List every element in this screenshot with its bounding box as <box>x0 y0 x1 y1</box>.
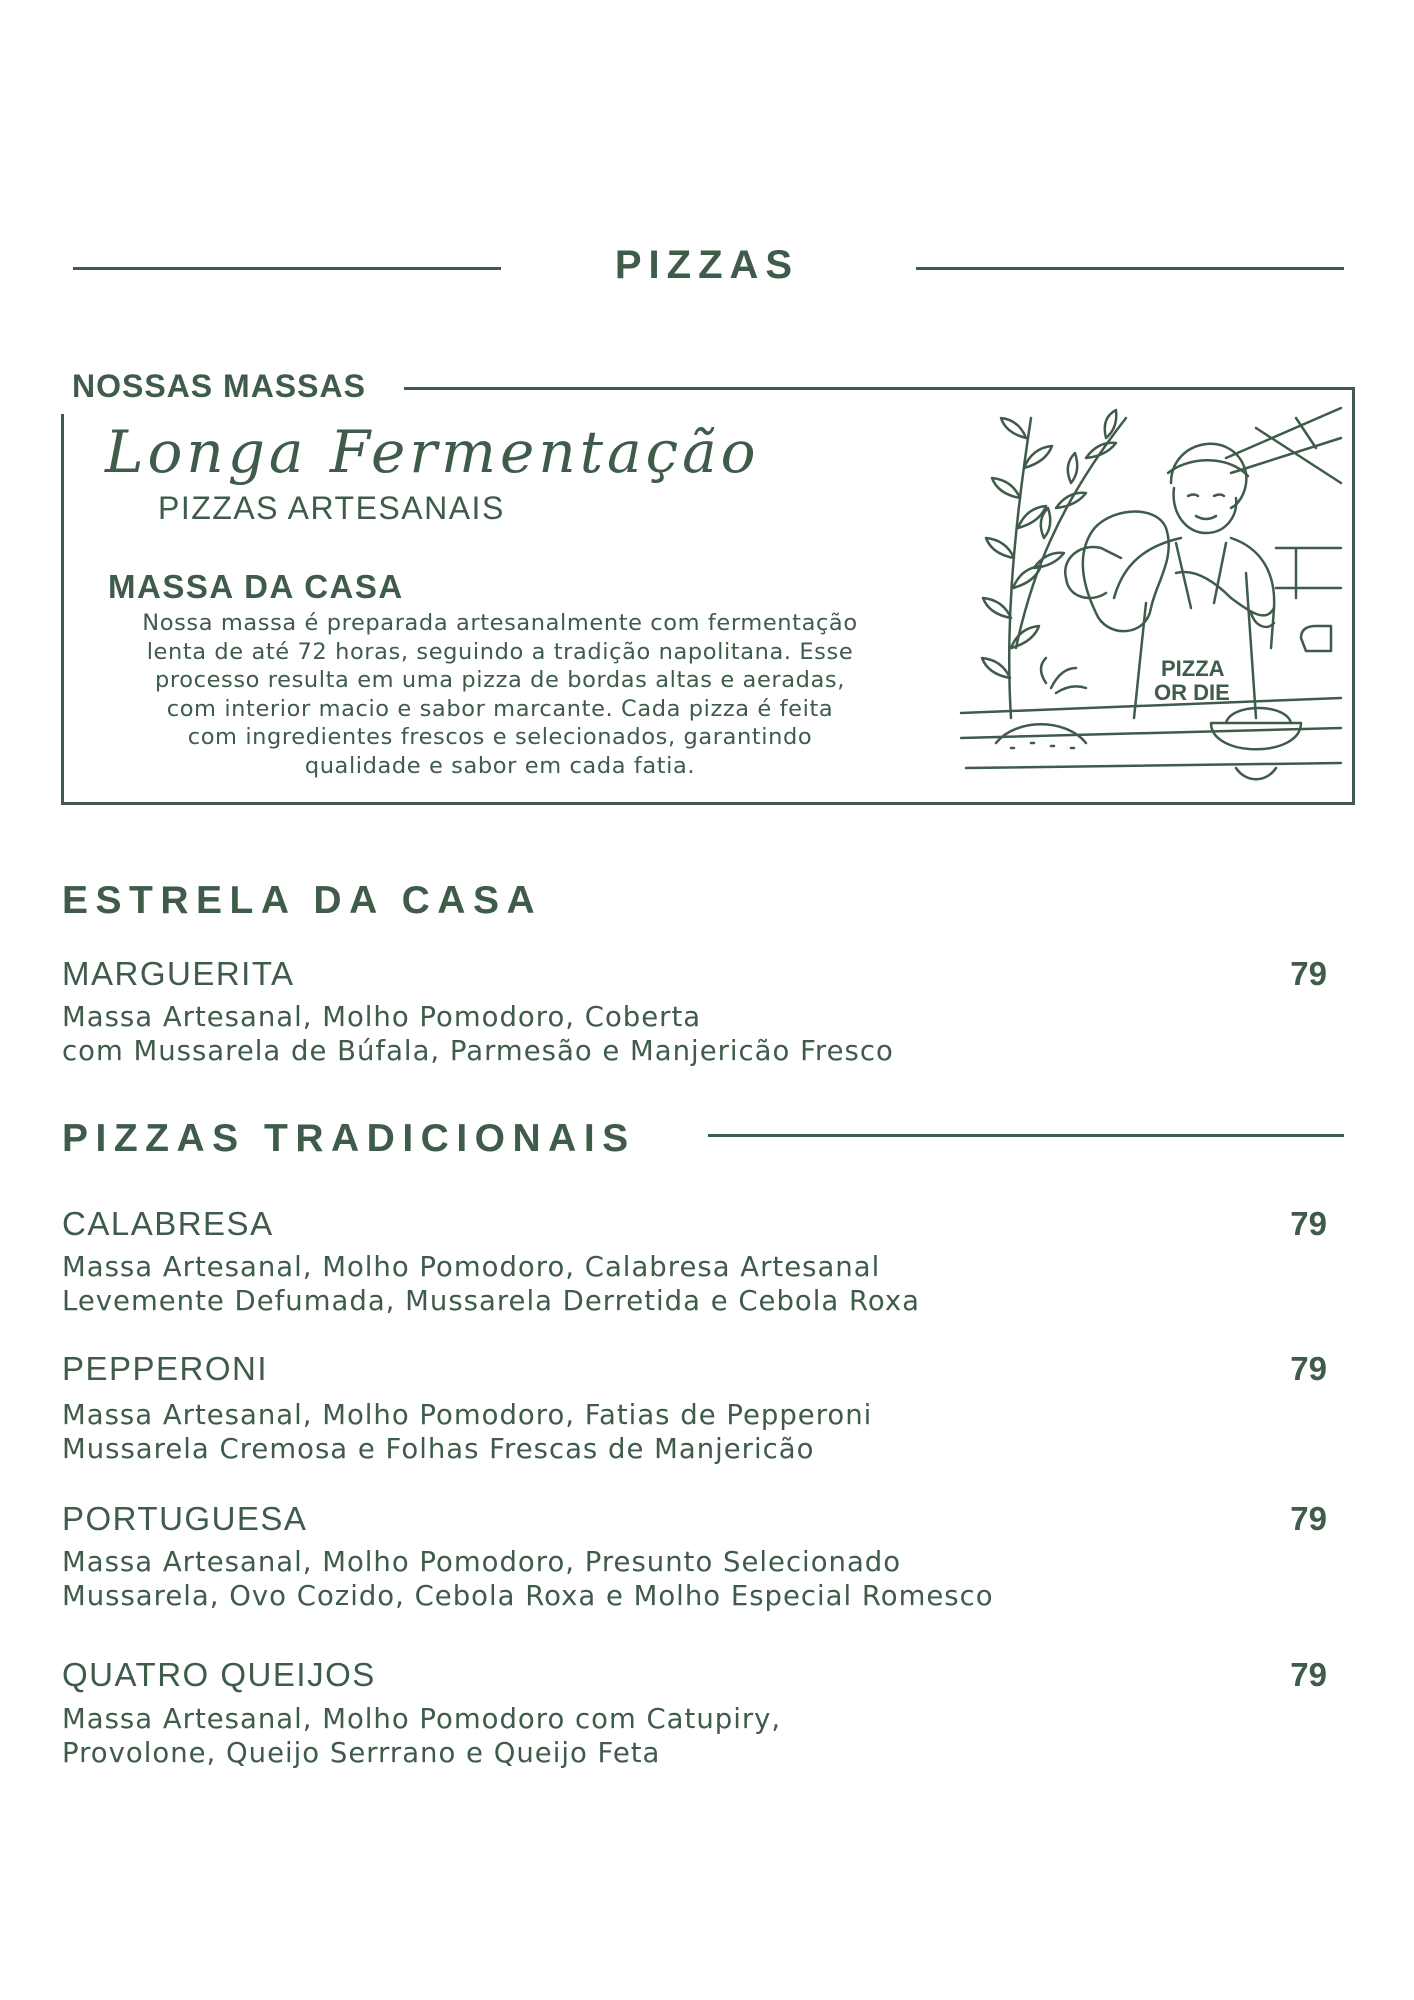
box-subtitle: PIZZAS ARTESANAIS <box>158 490 505 526</box>
dough-description-line: Nossa massa é preparada artesanalmente com fermentação <box>142 610 858 636</box>
item-price: 79 <box>1290 1500 1327 1537</box>
pizzaiolo-illustration-icon <box>956 398 1346 796</box>
script-title: Longa Fermentação <box>105 418 760 486</box>
apron-text-1: PIZZA <box>1161 656 1225 681</box>
item-name: PORTUGUESA <box>62 1500 308 1537</box>
item-description-line: Levemente Defumada, Mussarela Derretida e Cebola Roxa <box>62 1285 920 1317</box>
dough-description-line: qualidade e sabor em cada fatia. <box>304 752 696 779</box>
item-description <box>62 1398 872 1466</box>
item-name: QUATRO QUEIJOS <box>62 1656 376 1693</box>
dough-heading: MASSA DA CASA <box>108 568 404 605</box>
box-label: NOSSAS MASSAS <box>72 368 366 404</box>
item-price: 79 <box>1290 1656 1327 1693</box>
dough-description-line: com interior macio e sabor marcante. Cada pizza é feita <box>166 695 834 722</box>
item-description-line: Mussarela Cremosa e Folhas Frescas de Manjericão <box>62 1433 815 1465</box>
item-description-line: Massa Artesanal, Molho Pomodoro, Presunto Selecionado <box>62 1546 902 1578</box>
item-description <box>62 1702 781 1770</box>
dough-description-line: processo resulta em uma pizza de bordas altas e aeradas, <box>155 667 845 693</box>
item-name: MARGUERITA <box>62 955 295 992</box>
item-description-line: Massa Artesanal, Molho Pomodoro com Catupiry, <box>62 1703 782 1735</box>
item-description-line: com Mussarela de Búfala, Parmesão e Manjericão Fresco <box>62 1035 894 1067</box>
item-price: 79 <box>1290 1350 1327 1387</box>
title-rule-right <box>916 267 1344 270</box>
item-name: CALABRESA <box>62 1205 274 1242</box>
apron-text-2: OR DIE <box>1154 680 1230 705</box>
item-price: 79 <box>1290 955 1327 992</box>
item-description-line: Provolone, Queijo Serrrano e Queijo Feta <box>62 1737 661 1769</box>
section-title-estrela: ESTRELA DA CASA <box>62 879 543 922</box>
item-description <box>62 1000 894 1068</box>
section-rule <box>708 1134 1344 1137</box>
dough-description <box>100 609 900 780</box>
section-title-tradicionais: PIZZAS TRADICIONAIS <box>62 1117 636 1160</box>
item-description-line: Massa Artesanal, Molho Pomodoro, Coberta <box>62 1001 702 1033</box>
item-description-line: Massa Artesanal, Molho Pomodoro, Fatias de Pepperoni <box>62 1399 873 1431</box>
item-name: PEPPERONI <box>62 1350 269 1387</box>
item-price: 79 <box>1290 1205 1327 1242</box>
page-title: PIZZAS <box>614 243 800 287</box>
item-description-line: Mussarela, Ovo Cozido, Cebola Roxa e Molho Especial Romesco <box>62 1580 994 1612</box>
dough-description-line: lenta de até 72 horas, seguindo a tradição napolitana. Esse <box>146 638 854 665</box>
item-description <box>62 1250 920 1318</box>
item-description <box>62 1545 994 1613</box>
dough-description-line: com ingredientes frescos e selecionados, garantindo <box>187 724 813 750</box>
item-description-line: Massa Artesanal, Molho Pomodoro, Calabresa Artesanal <box>62 1251 881 1283</box>
